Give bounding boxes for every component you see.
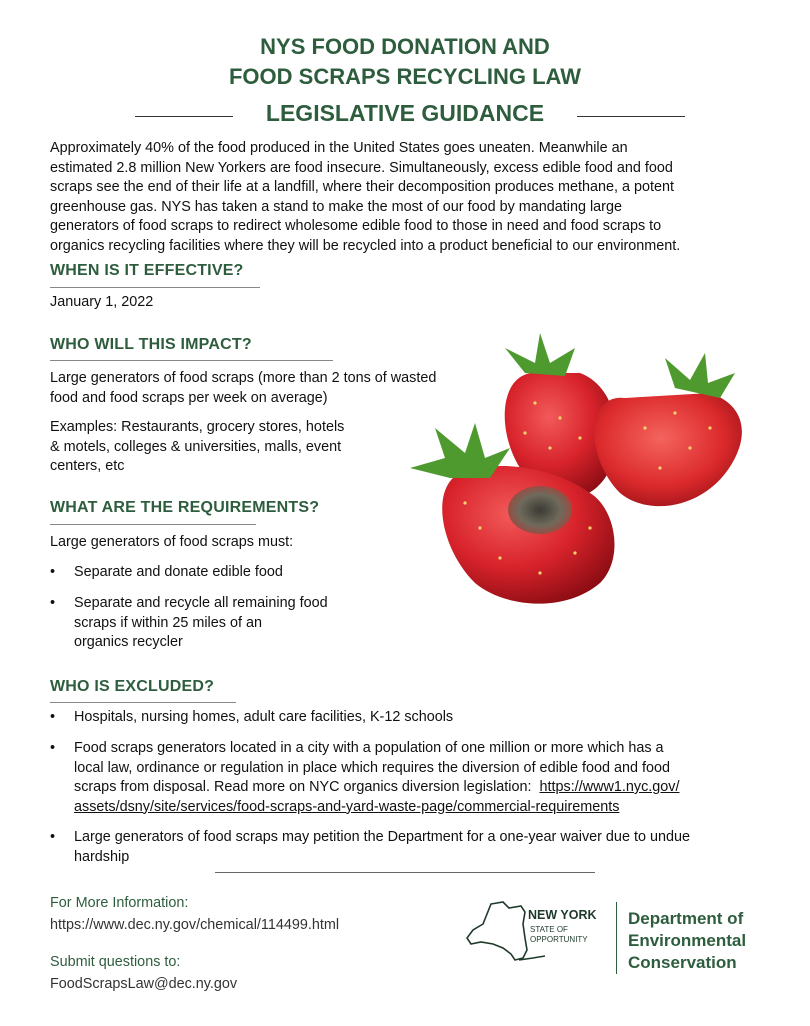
heading-impact-rule: [50, 360, 333, 361]
strawberries-image: [390, 318, 775, 618]
title-line-1: NYS FOOD DONATION AND: [260, 34, 550, 59]
submit-label: Submit questions to:: [50, 954, 181, 970]
heading-excluded: WHO IS EXCLUDED?: [50, 678, 215, 695]
subtitle: LEGISLATIVE GUIDANCE: [265, 100, 545, 126]
bullet-dot: •: [50, 595, 56, 611]
footer-submit: [50, 951, 237, 995]
info-label: For More Information:: [50, 895, 189, 911]
submit-email[interactable]: FoodScrapsLaw@dec.ny.gov: [50, 976, 238, 992]
nyc-legislation-link[interactable]: https://www1.nyc.gov/: [539, 779, 680, 795]
ny-logo-line1: NEW YORK: [528, 908, 597, 922]
impact-paragraph-2: Examples: Restaurants, grocery stores, hotels & motels, colleges & universities, malls, event centers, etc: [50, 419, 345, 474]
footer-info: [50, 892, 339, 936]
bullet-dot: •: [50, 740, 56, 756]
heading-impact: WHO WILL THIS IMPACT?: [50, 336, 252, 353]
bullet-dot: •: [50, 709, 56, 725]
heading-requirements-rule: [50, 524, 256, 525]
bullet-dot: •: [50, 564, 56, 580]
effective-date: January 1, 2022: [50, 294, 154, 310]
subtitle-rule-right: [577, 116, 685, 117]
impact-paragraph-1: Large generators of food scraps (more than 2 tons of wasted food and food scraps per week on average): [50, 370, 437, 406]
heading-excluded-rule: [50, 702, 236, 703]
ny-logo-line2: STATE OF: [530, 925, 568, 934]
title-line-2: FOOD SCRAPS RECYCLING LAW: [228, 64, 581, 89]
footer-divider: [215, 872, 595, 873]
requirements-lead: Large generators of food scraps must:: [50, 534, 294, 550]
intro-paragraph: Approximately 40% of the food produced in the United States goes uneaten. Meanwhile an estimated 2.8 million New Yorkers are food insecure. Simultaneously, excess edible food and food scraps see the end of their life at a landfill, where their decomposition produces methane, a potent greenhouse gas. NYS has taken a stand to make the most of our food by mandating large generators of food scraps to redirect wholesome edible food to those in need and food scraps to organics recycling facilities where they will be recycled into a product beneficial to our environment.: [50, 140, 681, 254]
heading-requirements: WHAT ARE THE REQUIREMENTS?: [50, 499, 320, 516]
nyc-legislation-link-continued[interactable]: assets/dsny/site/services/food-scraps-and-yard-waste-page/commercial-requirements: [74, 798, 620, 815]
ny-logo-line3: OPPORTUNITY: [530, 935, 588, 944]
dec-wordmark: Department of Environmental Conservation: [628, 909, 747, 972]
heading-effective: WHEN IS IT EFFECTIVE?: [50, 262, 244, 279]
heading-effective-rule: [50, 287, 260, 288]
logo-divider: [616, 902, 617, 974]
info-url[interactable]: https://www.dec.ny.gov/chemical/114499.html: [50, 917, 340, 933]
bullet-dot: •: [50, 829, 56, 845]
